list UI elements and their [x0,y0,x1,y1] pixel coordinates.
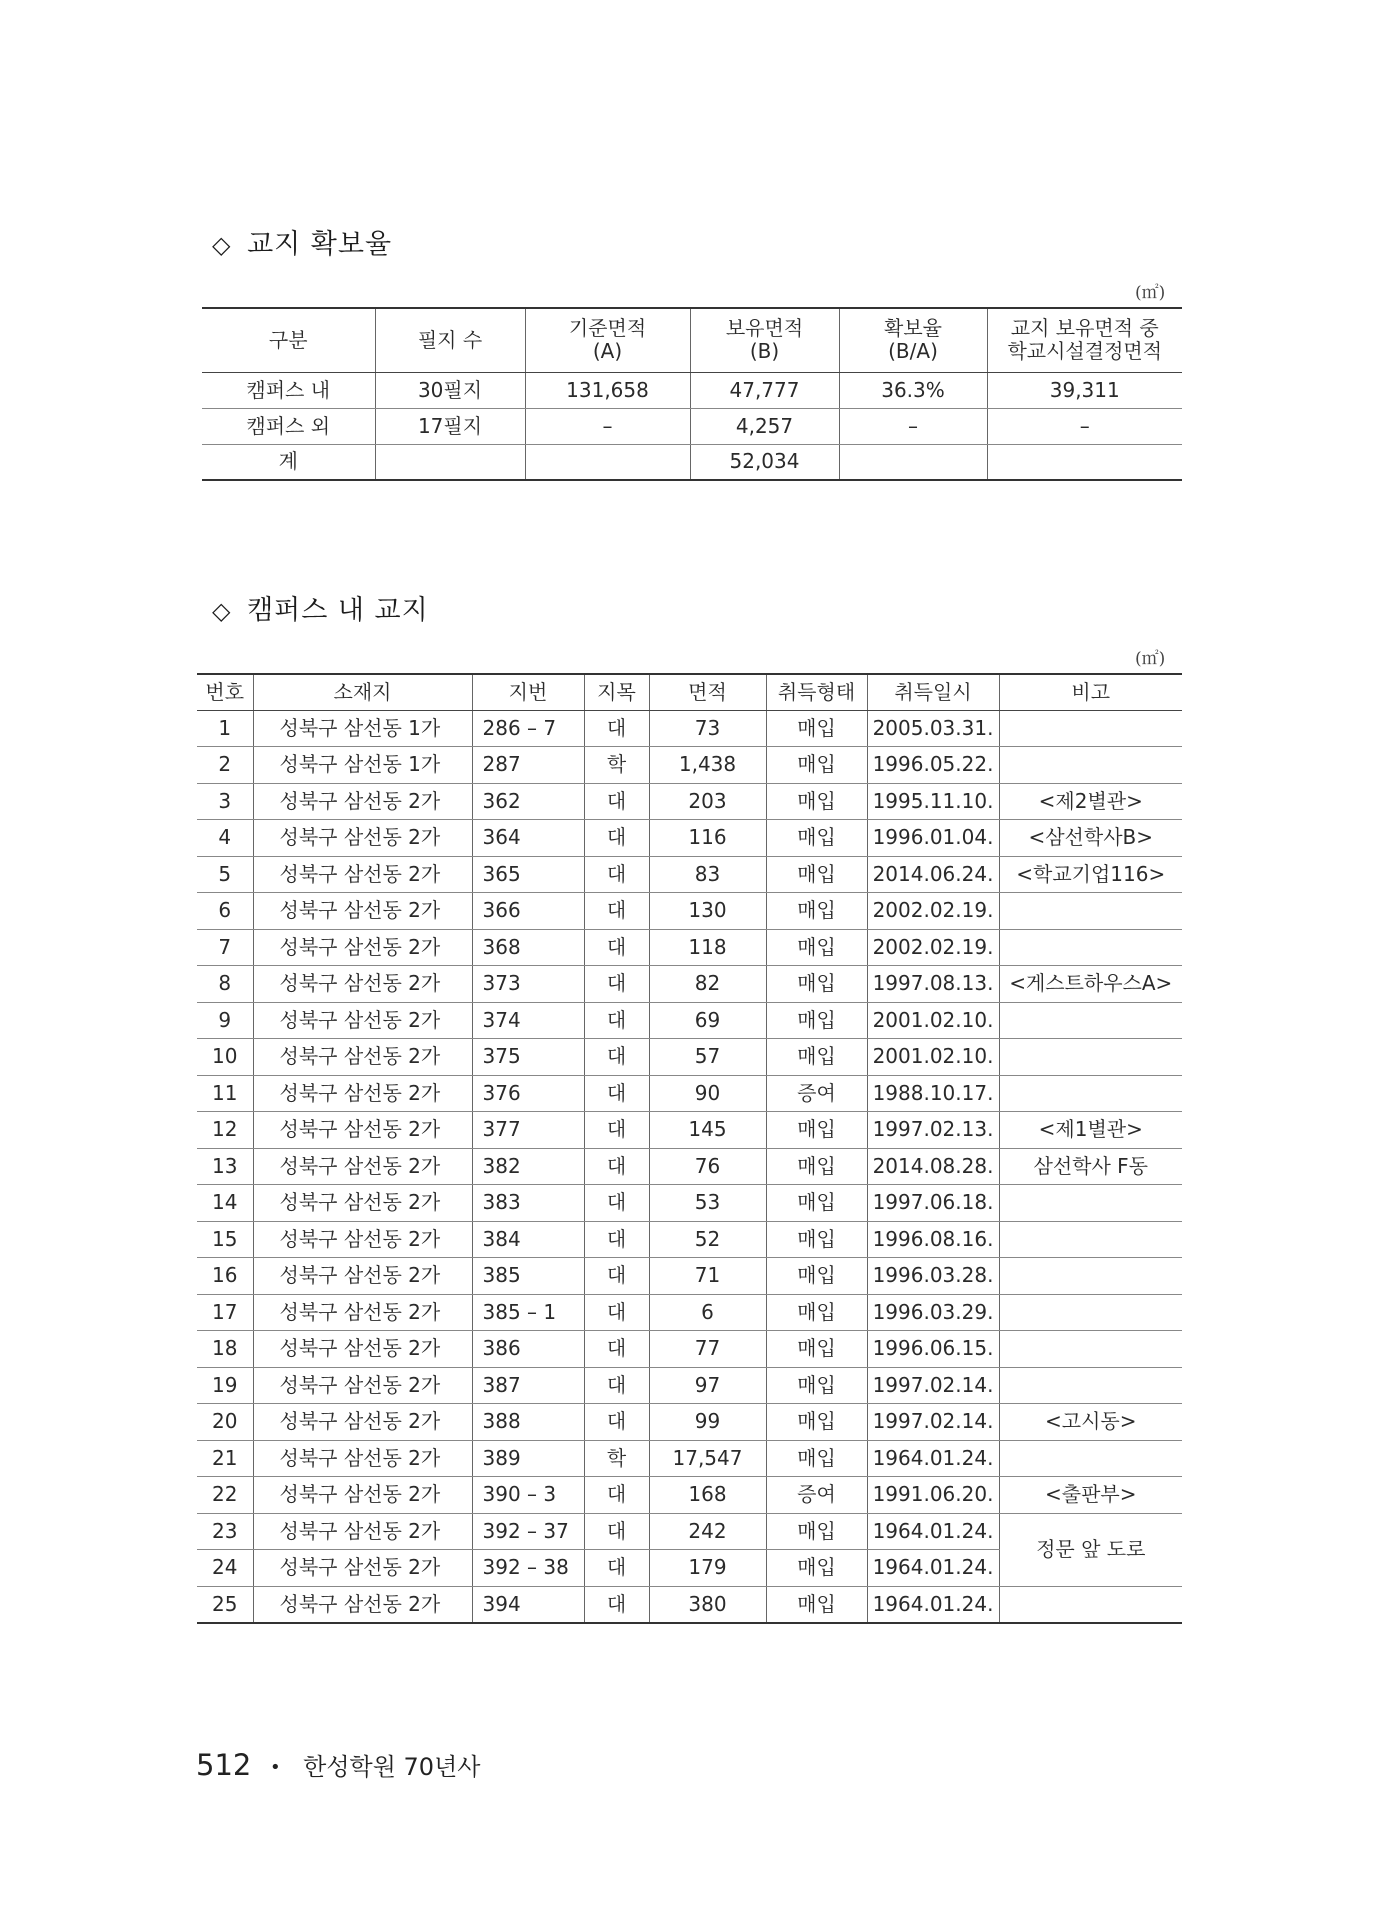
table-cell: 3 [197,783,253,820]
table-cell: 83 [649,856,766,893]
table-cell: 373 [472,966,584,1003]
table-cell: 매입 [766,820,867,857]
table-cell: 76 [649,1148,766,1185]
table-cell: 390 – 3 [472,1477,584,1514]
table-cell: 캠퍼스 외 [202,408,375,444]
table-cell: 57 [649,1039,766,1076]
table-cell: 4,257 [690,408,839,444]
table-cell: 성북구 삼선동 2가 [253,783,472,820]
column-header: 비고 [999,674,1182,710]
table-row [197,1331,1182,1368]
book-title: 한성학원 70년사 [303,1753,481,1781]
table-row [197,1513,1182,1550]
table-cell: 17,547 [649,1440,766,1477]
table-cell: 매입 [766,710,867,747]
table-cell: 1997.06.18. [867,1185,999,1222]
table-cell: 11 [197,1075,253,1112]
table-cell: 18 [197,1331,253,1368]
table-cell: 168 [649,1477,766,1514]
table-cell [375,444,525,480]
table-cell: 2014.06.24. [867,856,999,893]
table-cell: 21 [197,1440,253,1477]
table-cell: 375 [472,1039,584,1076]
table-cell: <학교기업116> [999,856,1182,893]
table-header-row [197,674,1182,710]
table-cell: 71 [649,1258,766,1295]
table-cell [999,1039,1182,1076]
table-cell: 매입 [766,747,867,784]
table-cell: 대 [584,1185,649,1222]
table-cell: 성북구 삼선동 2가 [253,1513,472,1550]
table-cell: 매입 [766,929,867,966]
table-cell: 385 – 1 [472,1294,584,1331]
table-cell: 성북구 삼선동 2가 [253,856,472,893]
table-cell: 1991.06.20. [867,1477,999,1514]
table-cell: 20 [197,1404,253,1441]
table-cell: 대 [584,1513,649,1550]
table-cell [999,1221,1182,1258]
table-cell: 대 [584,1258,649,1295]
table-cell [999,710,1182,747]
table-cell: 383 [472,1185,584,1222]
table-row [197,1404,1182,1441]
table-cell: 392 – 38 [472,1550,584,1587]
table-cell: 매입 [766,1404,867,1441]
table-cell: 69 [649,1002,766,1039]
table-cell: 10 [197,1039,253,1076]
column-header: 면적 [649,674,766,710]
table-cell: 매입 [766,1148,867,1185]
column-header: 교지 보유면적 중 학교시설결정면적 [987,308,1182,372]
table-cell: 9 [197,1002,253,1039]
column-header: 구분 [202,308,375,372]
campus-land-table [197,673,1182,1624]
table-cell: 19 [197,1367,253,1404]
bullet-icon: • [269,1757,281,1778]
table-cell: 16 [197,1258,253,1295]
table-cell: 47,777 [690,372,839,408]
table-cell: 388 [472,1404,584,1441]
table-cell: 365 [472,856,584,893]
table-cell: 14 [197,1185,253,1222]
table-cell [999,1294,1182,1331]
table-cell: 학 [584,747,649,784]
table-cell: 145 [649,1112,766,1149]
table-cell: 성북구 삼선동 2가 [253,1404,472,1441]
table-cell: <삼선학사B> [999,820,1182,857]
table-row [197,1294,1182,1331]
table-cell: 17필지 [375,408,525,444]
column-header: 지목 [584,674,649,710]
table-cell: 대 [584,783,649,820]
table-cell: 성북구 삼선동 2가 [253,1477,472,1514]
table-cell: 대 [584,1477,649,1514]
table-cell: 30필지 [375,372,525,408]
column-header: 확보율 (B/A) [839,308,987,372]
table-cell: 1996.03.28. [867,1258,999,1295]
table-cell: 대 [584,1367,649,1404]
column-header: 취득일시 [867,674,999,710]
table-cell: 매입 [766,1039,867,1076]
table-cell: 성북구 삼선동 1가 [253,710,472,747]
table-cell: 성북구 삼선동 2가 [253,1075,472,1112]
table-cell: 12 [197,1112,253,1149]
table-row [197,1039,1182,1076]
table-cell: 1,438 [649,747,766,784]
column-header: 필지 수 [375,308,525,372]
table-row [197,929,1182,966]
table-cell: 성북구 삼선동 2가 [253,1440,472,1477]
table-cell [839,444,987,480]
table-cell: 삼선학사 F동 [999,1148,1182,1185]
table-cell: 성북구 삼선동 2가 [253,1002,472,1039]
table-cell: 정문 앞 도로 [999,1513,1182,1586]
table-cell: 389 [472,1440,584,1477]
table-cell: 1996.03.29. [867,1294,999,1331]
column-header: 기준면적 (A) [525,308,690,372]
table-cell: 15 [197,1221,253,1258]
table-cell: 90 [649,1075,766,1112]
table-cell: 대 [584,710,649,747]
table-cell: 7 [197,929,253,966]
table-cell: 대 [584,1002,649,1039]
table-cell: 대 [584,1221,649,1258]
table-cell: 1995.11.10. [867,783,999,820]
table-cell: 8 [197,966,253,1003]
table-cell: 1964.01.24. [867,1513,999,1550]
table-cell: 131,658 [525,372,690,408]
table-cell: 374 [472,1002,584,1039]
table-row [197,1221,1182,1258]
table-cell [999,1440,1182,1477]
table-cell: 287 [472,747,584,784]
table-cell: 1988.10.17. [867,1075,999,1112]
table-cell: 매입 [766,893,867,930]
diamond-icon: ◇ [212,597,232,625]
table-row [197,1148,1182,1185]
table-cell: 대 [584,1112,649,1149]
table-cell: 1964.01.24. [867,1586,999,1623]
table-cell: 82 [649,966,766,1003]
table-cell: 매입 [766,856,867,893]
diamond-icon: ◇ [212,231,232,259]
table-cell: 매입 [766,1513,867,1550]
table-cell: 성북구 삼선동 2가 [253,1039,472,1076]
table-cell: 1964.01.24. [867,1440,999,1477]
table-cell: 매입 [766,1586,867,1623]
table-cell: 2001.02.10. [867,1039,999,1076]
table-cell: 2 [197,747,253,784]
table-cell [999,1075,1182,1112]
table-cell: 376 [472,1075,584,1112]
table-cell: 1996.06.15. [867,1331,999,1368]
table-cell: 성북구 삼선동 2가 [253,1148,472,1185]
table-cell: 4 [197,820,253,857]
table-cell: 성북구 삼선동 2가 [253,1294,472,1331]
table-cell: 대 [584,1550,649,1587]
table-cell: 386 [472,1331,584,1368]
table-cell [999,1331,1182,1368]
section-title-text: 교지 확보율 [247,229,393,260]
table-cell: 대 [584,1148,649,1185]
table-cell: 대 [584,929,649,966]
table-cell [525,444,690,480]
table-cell: 23 [197,1513,253,1550]
table-cell: 2002.02.19. [867,929,999,966]
table-cell: 성북구 삼선동 2가 [253,1367,472,1404]
table-cell: 1996.01.04. [867,820,999,857]
table-cell: 1997.02.14. [867,1404,999,1441]
table-cell [999,1185,1182,1222]
table-cell: 매입 [766,1185,867,1222]
table-cell: 1997.02.14. [867,1367,999,1404]
unit-label: (㎡) [1135,649,1166,669]
table-cell: 매입 [766,1258,867,1295]
table-cell: 성북구 삼선동 2가 [253,1586,472,1623]
table-row [197,747,1182,784]
table-cell: 366 [472,893,584,930]
table-cell: 384 [472,1221,584,1258]
table-row [197,1112,1182,1149]
table-cell: 394 [472,1586,584,1623]
table-cell [987,444,1182,480]
table-cell: 24 [197,1550,253,1587]
table-cell: 증여 [766,1075,867,1112]
table-cell: 1996.05.22. [867,747,999,784]
table-cell: 매입 [766,1112,867,1149]
table-cell: 매입 [766,1331,867,1368]
table-row [197,710,1182,747]
table-cell: 5 [197,856,253,893]
table-row [197,856,1182,893]
column-header: 소재지 [253,674,472,710]
table-cell: 매입 [766,783,867,820]
table-cell: 36.3% [839,372,987,408]
table-cell: 368 [472,929,584,966]
table-cell: 성북구 삼선동 2가 [253,929,472,966]
table-cell: 377 [472,1112,584,1149]
table-cell: 대 [584,1404,649,1441]
table-cell: <제1별관> [999,1112,1182,1149]
table-cell: 2001.02.10. [867,1002,999,1039]
table-cell: 382 [472,1148,584,1185]
table-cell: 116 [649,820,766,857]
table-row [197,1477,1182,1514]
table-row [197,1002,1182,1039]
table-cell: 1996.08.16. [867,1221,999,1258]
table-cell: 대 [584,1075,649,1112]
table-row [202,372,1182,408]
table-cell: 매입 [766,1550,867,1587]
page-number: 512 [196,1748,252,1782]
table-cell: 대 [584,893,649,930]
table-cell: 6 [649,1294,766,1331]
table-cell: 242 [649,1513,766,1550]
table-cell: 53 [649,1185,766,1222]
table-cell: 학 [584,1440,649,1477]
table-cell: 성북구 삼선동 2가 [253,893,472,930]
table-cell: 203 [649,783,766,820]
table-cell: 매입 [766,966,867,1003]
table-cell: 1 [197,710,253,747]
table-cell: 매입 [766,1294,867,1331]
table-cell [999,1367,1182,1404]
table-cell: 대 [584,820,649,857]
section-title-campus-land [212,588,429,627]
table-cell: 179 [649,1550,766,1587]
table-cell: 대 [584,1331,649,1368]
table-cell: – [839,408,987,444]
table-cell [999,1586,1182,1623]
table-cell: 387 [472,1367,584,1404]
table-cell: 97 [649,1367,766,1404]
table-cell: 대 [584,1586,649,1623]
table-cell: 25 [197,1586,253,1623]
table-row [202,444,1182,480]
table-row [197,1258,1182,1295]
table-cell: 매입 [766,1221,867,1258]
table-cell: 73 [649,710,766,747]
table-cell: 매입 [766,1002,867,1039]
table-row [197,1367,1182,1404]
table-cell: – [987,408,1182,444]
table-cell: 22 [197,1477,253,1514]
table-row [197,1440,1182,1477]
table-cell [999,1002,1182,1039]
table-cell: 392 – 37 [472,1513,584,1550]
table-cell: 성북구 삼선동 2가 [253,1185,472,1222]
unit-label: (㎡) [1135,283,1166,303]
table-cell: 계 [202,444,375,480]
table-cell: 52,034 [690,444,839,480]
table-cell: 성북구 삼선동 1가 [253,747,472,784]
table-cell [999,747,1182,784]
table-cell: 성북구 삼선동 2가 [253,1112,472,1149]
table-cell [999,893,1182,930]
table-cell: – [525,408,690,444]
table-header-row [202,308,1182,372]
table-row [197,1586,1182,1623]
land-ratio-table [202,307,1182,481]
table-cell: 대 [584,966,649,1003]
table-cell [999,929,1182,966]
table-row [197,1185,1182,1222]
table-cell: 1997.02.13. [867,1112,999,1149]
table-row [197,966,1182,1003]
table-cell: 성북구 삼선동 2가 [253,1331,472,1368]
table-cell: 캠퍼스 내 [202,372,375,408]
table-cell: 성북구 삼선동 2가 [253,1221,472,1258]
column-header: 보유면적 (B) [690,308,839,372]
column-header: 번호 [197,674,253,710]
table-row [197,783,1182,820]
table-cell: 2014.08.28. [867,1148,999,1185]
table-cell: 1964.01.24. [867,1550,999,1587]
table-cell: 증여 [766,1477,867,1514]
table-cell: 130 [649,893,766,930]
table-cell: 대 [584,1294,649,1331]
table-row [202,408,1182,444]
table-cell: 380 [649,1586,766,1623]
table-cell: 대 [584,856,649,893]
table-cell: 6 [197,893,253,930]
table-cell: 2002.02.19. [867,893,999,930]
table-cell: 13 [197,1148,253,1185]
table-cell: 17 [197,1294,253,1331]
table-cell: <게스트하우스A> [999,966,1182,1003]
table-cell: <제2별관> [999,783,1182,820]
table-cell: 매입 [766,1367,867,1404]
table-cell: 1997.08.13. [867,966,999,1003]
table-cell: <출판부> [999,1477,1182,1514]
table-row [197,820,1182,857]
table-cell: 364 [472,820,584,857]
table-cell: 52 [649,1221,766,1258]
column-header: 지번 [472,674,584,710]
table-cell: 대 [584,1039,649,1076]
table-cell: 성북구 삼선동 2가 [253,1258,472,1295]
table-cell: 2005.03.31. [867,710,999,747]
column-header: 취득형태 [766,674,867,710]
table-cell [999,1258,1182,1295]
table-row [197,893,1182,930]
table-cell: 성북구 삼선동 2가 [253,966,472,1003]
table-cell: <고시동> [999,1404,1182,1441]
section-title-text: 캠퍼스 내 교지 [247,595,429,626]
table-cell: 성북구 삼선동 2가 [253,820,472,857]
table-cell: 매입 [766,1440,867,1477]
page-footer [196,1747,480,1782]
table-cell: 385 [472,1258,584,1295]
table-cell: 286 – 7 [472,710,584,747]
table-row [197,1075,1182,1112]
table-cell: 362 [472,783,584,820]
table-cell: 77 [649,1331,766,1368]
table-cell: 성북구 삼선동 2가 [253,1550,472,1587]
table-cell: 118 [649,929,766,966]
section-title-land-ratio [212,222,392,261]
table-cell: 99 [649,1404,766,1441]
table-cell: 39,311 [987,372,1182,408]
